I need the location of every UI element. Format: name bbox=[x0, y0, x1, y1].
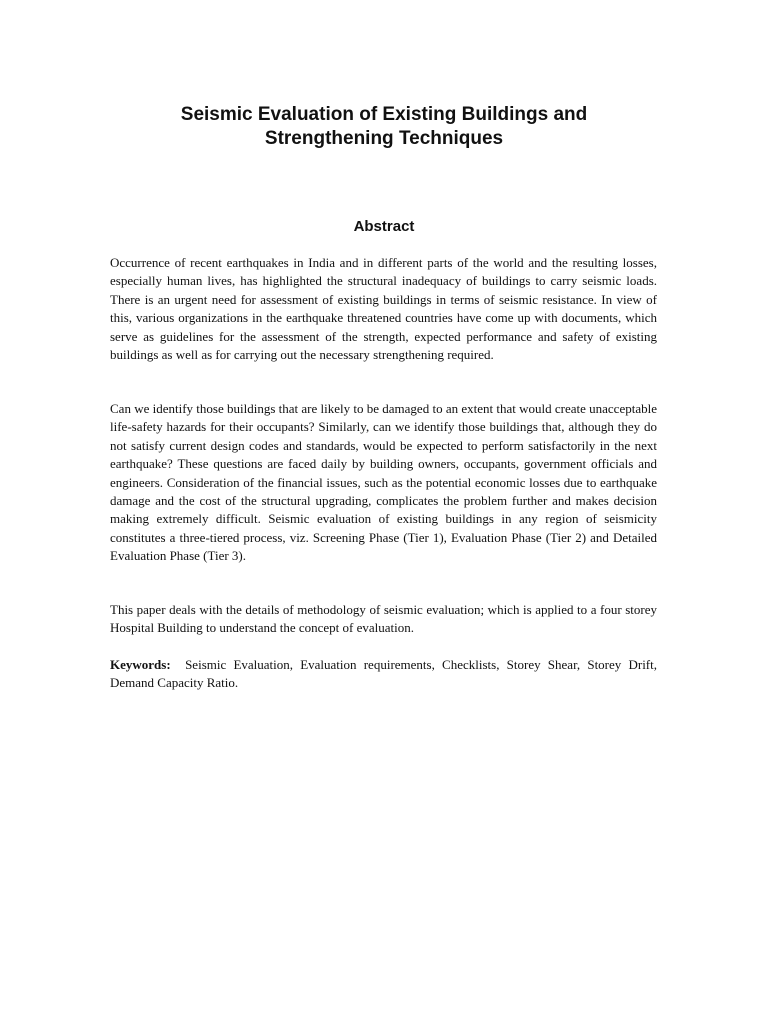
paper-title-line-1: Seismic Evaluation of Existing Buildings and bbox=[180, 104, 588, 125]
abstract-paragraph-1: Occurrence of recent earthquakes in India and in different parts of the world and the resulting losses, especially human lives, has highlighted the structural inadequacy of buildings to carry seismic loads. There is an urgent need for assessment of existing buildings in terms of seismic resistance. In view of this, various organizations in the earthquake threatened countries have come up with documents, which serve as guidelines for the assessment of the strength, expected performance and safety of existing buildings as well as for carrying out the necessary strengthening required. bbox=[110, 255, 657, 363]
abstract-paragraph-2: Can we identify those buildings that are likely to be damaged to an extent that would create unacceptable life-safety hazards for their occupants? Similarly, can we identify those buildings that, although they do not satisfy current design codes and standards, would be expected to perform satisfactorily in the next earthquake? These questions are faced daily by building owners, occupants, government officials and engineers. Consideration of the financial issues, such as the potential economic losses due to earthquake damage and the cost of the structural upgrading, complicates the problem further and makes decision making extremely difficult. Seismic evaluation of existing buildings in any region of seismicity constitutes a three-tiered process, viz. Screening Phase (Tier 1), Evaluation Phase (Tier 2) and Detailed Evaluation Phase (Tier 3). bbox=[110, 401, 657, 564]
abstract-paragraph-3: This paper deals with the details of methodology of seismic evaluation; which is applied to a four storey Hospital Building to understand the concept of evaluation. bbox=[110, 602, 657, 636]
paper-title-line-2: Strengthening Techniques bbox=[264, 128, 504, 149]
keywords-text: Seismic Evaluation, Evaluation requirements, Checklists, Storey Shear, Storey Drift, Demand Capacity Ratio. bbox=[110, 657, 657, 691]
paper-title bbox=[100, 103, 668, 151]
abstract-heading: Abstract bbox=[353, 218, 415, 235]
keywords bbox=[110, 656, 657, 693]
keywords-label: Keywords: bbox=[110, 657, 171, 672]
